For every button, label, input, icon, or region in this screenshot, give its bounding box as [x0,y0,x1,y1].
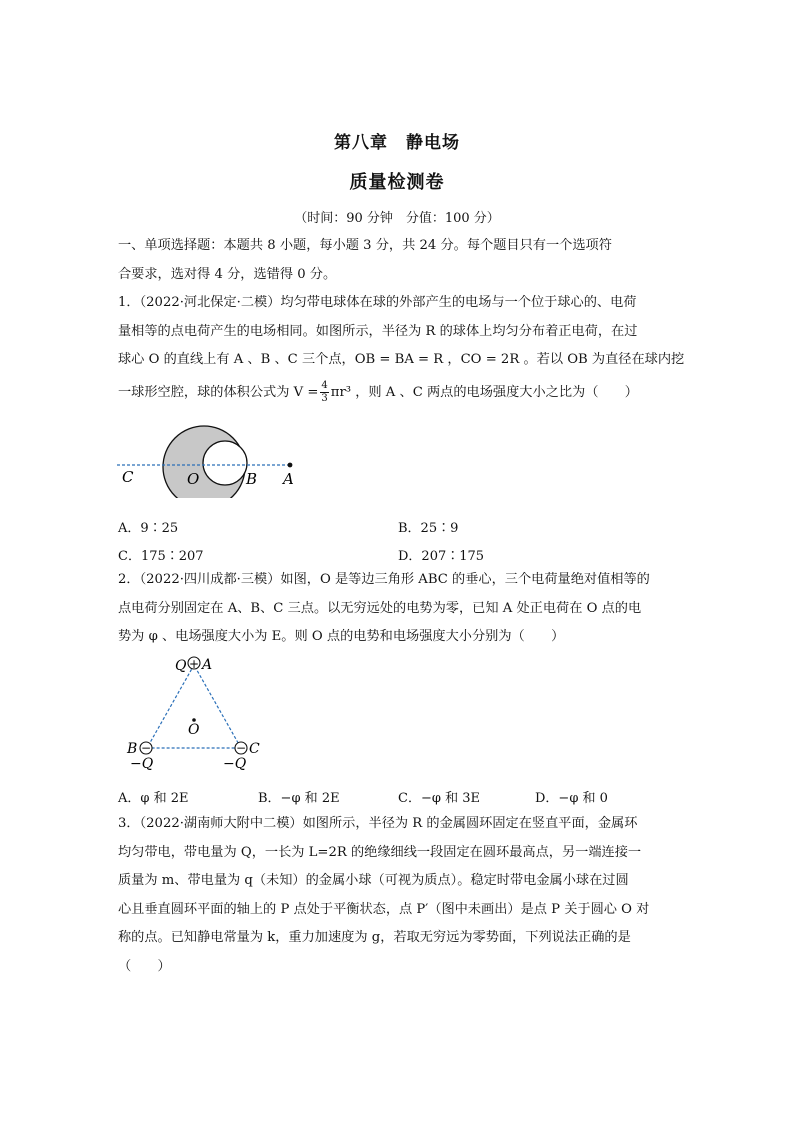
q2-option-c: C．−φ 和 3E [398,791,480,806]
question-line-part: 一球形空腔，球的体积公式为 V = [118,384,319,400]
question-line: 量相等的点电荷产生的电场相同。如图所示，半径为 R 的球体上均匀分布着正电荷，在过 [118,323,638,339]
section-line: 一、单项选择题：本题共 8 小题，每小题 3 分，共 24 分。每个题目只有一个选项符 [118,238,612,253]
question-line: 称的点。已知静电常量为 k，重力加速度为 g，若取无穷远为零势面，下列说法正确的是 [118,930,631,945]
question-line: 1．（2022·河北保定·二模）均匀带电球体在球的外部产生的电场与一个位于球心的、电荷 [118,295,637,310]
section-line: 合要求，选对得 4 分，选错得 0 分。 [118,266,337,282]
question-line: 心且垂直圆环平面的轴上的 P 点处于平衡状态，点 P′（图中未画出）是点 P 关于圆心 O 对 [118,901,650,917]
point-a-dot [288,463,293,468]
question-line: 质量为 m、带电量为 q（未知）的金属小球（可视为质点）。稳定时带电金属小球在过圆 [118,873,629,888]
exam-title: 质量检测卷 [349,172,445,193]
label-c: C [122,468,134,486]
question-line: （ ） [118,958,171,974]
volume-fraction [320,380,328,405]
label-o: O [188,722,200,738]
spherical-cavity [203,441,247,485]
question-1-text [118,289,685,407]
question-line: 球心 O 的直线上有 A 、B 、C 三个点，OB = BA = R ，CO = 2R 。若以 OB 为直径在球内挖 [118,352,685,367]
label-b: B [246,470,258,488]
question-line-part: πr³ ，则 A 、C 两点的电场强度大小之比为（ ） [330,384,638,400]
plus-sign: + [188,657,200,671]
question-line: 势为 φ 、电场强度大小为 E。则 O 点的电势和电场强度大小分别为（ ） [118,629,565,644]
question-3-text [118,810,678,981]
label-neg-q: −Q [223,756,247,772]
label-a: A [283,470,294,488]
question-line [118,379,678,408]
section-heading [118,232,678,289]
q2-option-b: B．−φ 和 2E [258,791,340,806]
label-q: Q [175,658,187,674]
question-line: 3．（2022·湖南师大附中二模）如图所示，半径为 R 的金属圆环固定在竖直平面，金属环 [118,816,638,831]
sphere-cavity-figure [112,420,312,498]
question-line: 2．（2022·四川成都·三模）如图，O 是等边三角形 ABC 的垂心，三个电荷量绝对值相等的 [118,572,650,587]
label-neg-q: −Q [130,756,154,772]
q2-option-a: A．φ 和 2E [118,791,189,806]
chapter-title: 第八章 静电场 [334,133,460,153]
fraction-numerator: 4 [321,380,328,392]
label-b: B [127,741,138,757]
triangle-charges-figure [120,652,270,772]
question-line: 点电荷分别固定在 A、B、C 三点。以无穷远处的电势为零，已知 A 处正电荷在 O 点的电 [118,600,642,616]
exam-meta: （时间：90 分钟 分值：100 分） [294,211,500,226]
q1-option-b: B．25∶9 [398,521,459,536]
question-2-text [118,566,678,652]
label-a: A [202,657,213,673]
q1-option-d: D．207∶175 [398,549,485,564]
q1-option-c: C．175∶207 [118,549,204,564]
minus-sign: − [235,741,247,755]
q2-option-d: D．−φ 和 0 [535,791,608,806]
question-line: 均匀带电，带电量为 Q，一长为 L=2R 的绝缘细线一段固定在圆环最高点，另一端连接一 [118,844,642,860]
q1-option-a: A．9∶25 [118,521,179,536]
minus-sign: − [140,741,152,755]
label-c: C [249,741,260,757]
label-o: O [187,470,200,488]
fraction-denominator: 3 [321,393,328,405]
